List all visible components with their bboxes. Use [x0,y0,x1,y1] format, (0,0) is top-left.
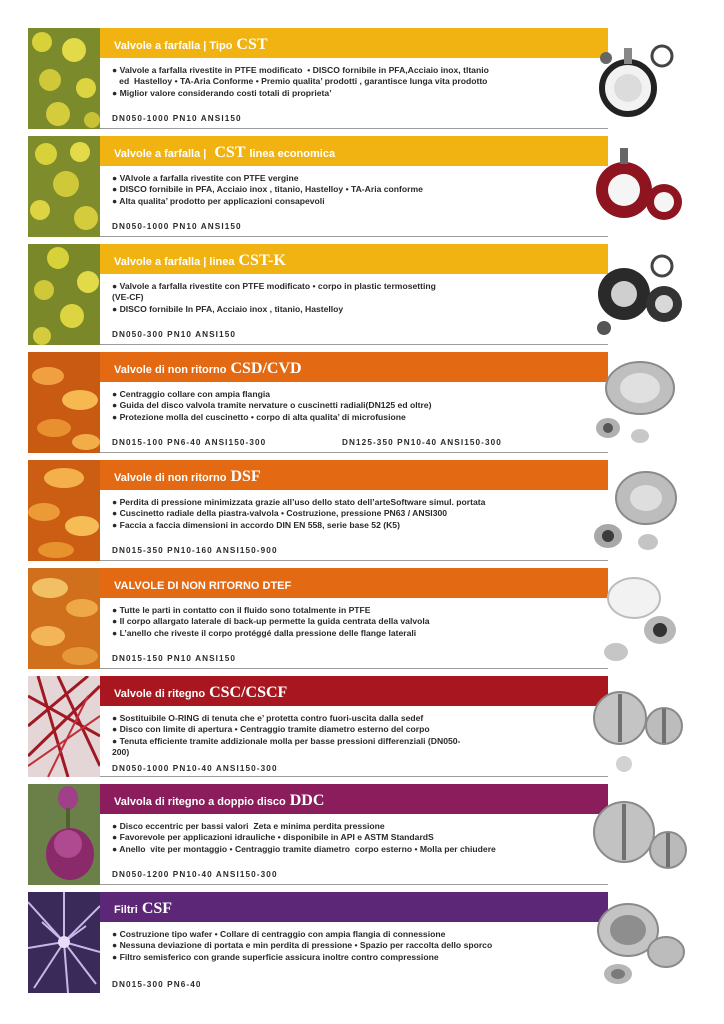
section-title-banner [100,568,608,598]
section-title-text: Valvole a farfalla | linea [114,256,235,268]
section-title-text: Valvola di ritegno a doppio disco [114,796,286,808]
feature-item: ● Guida del disco valvola tramite nervature o cuscinetti radiali(DN125 ed oltre) [112,400,432,411]
flower-photo-orange [28,352,100,453]
divider [100,560,608,561]
feature-item: ● DISCO fornibile In PFA, Acciaio inox , titanio, Hastelloy [112,303,344,314]
section-title-code: CST [236,36,268,53]
section-title-banner [100,352,608,382]
section-title-banner [100,460,608,490]
product-section-cst-economy [28,136,690,237]
feature-item: ● Costruzione tipo wafer • Collare di centraggio con ampia flangia di connessione [112,929,446,939]
feature-list [112,389,582,423]
feature-list [112,821,582,855]
feature-item: ● Filtro semisferico con grande superficie assicura inoltre contro compressione [112,951,439,962]
product-section-dsf [28,460,690,561]
divider [100,236,608,237]
spec-range: DN050-1000 PN10 ANSI150 [112,222,242,231]
feature-list [112,173,582,207]
section-title-text: Valvole di non ritorno [114,472,227,484]
butterfly-valve-white-image [584,28,690,129]
section-title-banner [100,784,608,814]
section-title-code: CST-K [238,252,286,269]
feature-list [112,497,582,531]
divider [100,128,608,129]
flower-photo-purple [28,892,100,993]
product-section-ddc [28,784,690,885]
feature-item: ed Hastelloy • TA-Aria Conforme • Premio qualita’ prodotti , garantisce lunga vita prodotto [112,76,488,87]
feature-item: (VE-CF) [112,292,144,303]
feature-item: ● Sostituibile O-RING di tenuta che e’ protetta contro fuori-uscita dalla sedef [112,713,424,723]
feature-item: ● Centraggio collare con ampia flangia [112,389,271,399]
feature-item: ● VAlvole a farfalla rivestite con PTFE vergine [112,173,299,183]
feature-item: ● Valvole a farfalla rivestite in PTFE modificato • DISCO fornibile in PFA,Acciaio inox, tltanio [112,65,489,75]
feature-item: ● Anello vite per montaggio • Centraggio tramite diametro corpo esterno • Molla per chiudere [112,843,496,854]
butterfly-valve-black-image [584,244,690,345]
check-valve-dsf-image [584,460,690,561]
feature-list [112,65,582,99]
flower-photo-orange [28,568,100,669]
feature-item: ● Protezione molla del cuscinetto • corpo di alta qualita’ di microfusione [112,411,406,422]
strainer-filter-image [584,892,690,993]
feature-list [112,929,582,963]
flower-photo-yellow [28,28,100,129]
butterfly-valve-red-image [584,136,690,237]
double-disc-valve-image [584,784,690,885]
spec-range: DN050-300 PN10 ANSI150 [112,330,237,339]
feature-item: ● Tutte le parti in contatto con il fluido sono totalmente in PTFE [112,605,371,615]
spec-range: DN015-100 PN6-40 ANSI150-300 [112,438,267,447]
feature-item: ● DISCO fornibile in PFA, Acciaio inox , titanio, Hastelloy • TA-Aria conforme [112,184,423,195]
section-title-banner [100,892,608,922]
dual-plate-valve-image [584,676,690,777]
flower-photo-purple [28,784,100,885]
feature-item: ● Valvole a farfalla rivestite con PTFE modificato • corpo in plastic termosetting [112,281,436,291]
product-section-csd-cvd [28,352,690,453]
section-title-banner [100,244,608,274]
feature-item: ● Disco con limite di apertura • Centraggio tramite diametro esterno del corpo [112,724,430,735]
section-title-text: Valvole di ritegno [114,688,206,700]
product-section-csc-cscf [28,676,690,777]
section-title-code: CSD/CVD [230,360,302,377]
feature-list [112,281,582,315]
divider [100,776,608,777]
divider [100,884,608,885]
spec-range: DN050-1200 PN10-40 ANSI150-300 [112,870,278,879]
section-title-text: VALVOLE DI NON RITORNO DTEF [114,580,292,592]
feature-item: ● Cuscinetto radiale della piastra-valvola • Costruzione, pressione PN63 / ANSI300 [112,508,448,519]
feature-list [112,605,582,639]
section-title-text: Valvole a farfalla | Tipo [114,40,233,52]
feature-item: ● Faccia a faccia dimensioni in accordo DIN EN 558, serie base 52 (K5) [112,519,400,530]
spec-range: DN050-1000 PN10-40 ANSI150-300 [112,764,278,773]
plant-photo-red [28,676,100,777]
spec-range-large: DN125-350 PN10-40 ANSI150-300 [342,438,502,447]
spec-range: DN015-300 PN6-40 [112,980,202,989]
product-section-cst [28,28,690,129]
feature-list [112,713,582,758]
feature-item: ● Favorevole per applicazioni idrauliche • disponibile in API e ASTM StandardS [112,832,434,843]
feature-item: ● Nessuna deviazione di portata e min perdita di pressione • Spazio per raccolta dello sporco [112,940,493,951]
feature-item: ● Disco eccentric per bassi valori Zeta e minima perdita pressione [112,821,385,831]
spec-range: DN015-350 PN10-160 ANSI150-900 [112,546,278,555]
section-title-text: Valvole di non ritorno [114,364,227,376]
flower-photo-orange [28,460,100,561]
feature-item: ● Tenuta efficiente tramite addizionale molla per basse pressioni differenziali (DN050- [112,735,461,746]
check-valve-steel-image [584,352,690,453]
feature-item: ● Perdita di pressione minimizzata grazie all’uso dello stato dell’arteSoftware simul. portata [112,497,486,507]
spec-range: DN015-150 PN10 ANSI150 [112,654,237,663]
spec-range: DN050-1000 PN10 ANSI150 [112,114,242,123]
divider [100,668,608,669]
section-title-text: Valvole a farfalla | [114,148,207,160]
section-title-banner [100,676,608,706]
product-section-csf [28,892,690,993]
check-valve-ptfe-image [584,568,690,669]
feature-item: ● Miglior valore considerando costi totali di proprieta’ [112,87,332,98]
flower-photo-yellow [28,136,100,237]
section-title-code: DSF [230,468,261,485]
feature-item: 200) [112,746,130,757]
section-title-banner [100,28,608,58]
section-title-code: CSF [141,900,173,917]
feature-item: ● Alta qualita’ prodotto per applicazioni consapevoli [112,195,325,206]
divider [100,344,608,345]
divider [100,452,608,453]
feature-item: ● L’anello che riveste il corpo protéggé dalla pressione delle flange laterali [112,627,417,638]
section-title-text: Filtri [114,904,138,916]
section-title-banner [100,136,608,166]
section-title-code: CST [214,144,246,161]
section-title-code: DDC [289,792,325,809]
product-section-dtef [28,568,690,669]
section-title-code: CSC/CSCF [209,684,288,701]
section-title-suffix: linea economica [249,148,336,160]
feature-item: ● Il corpo allargato laterale di back-up permette la guida centrata della valvola [112,616,430,627]
product-section-cst-k [28,244,690,345]
flower-photo-yellow [28,244,100,345]
